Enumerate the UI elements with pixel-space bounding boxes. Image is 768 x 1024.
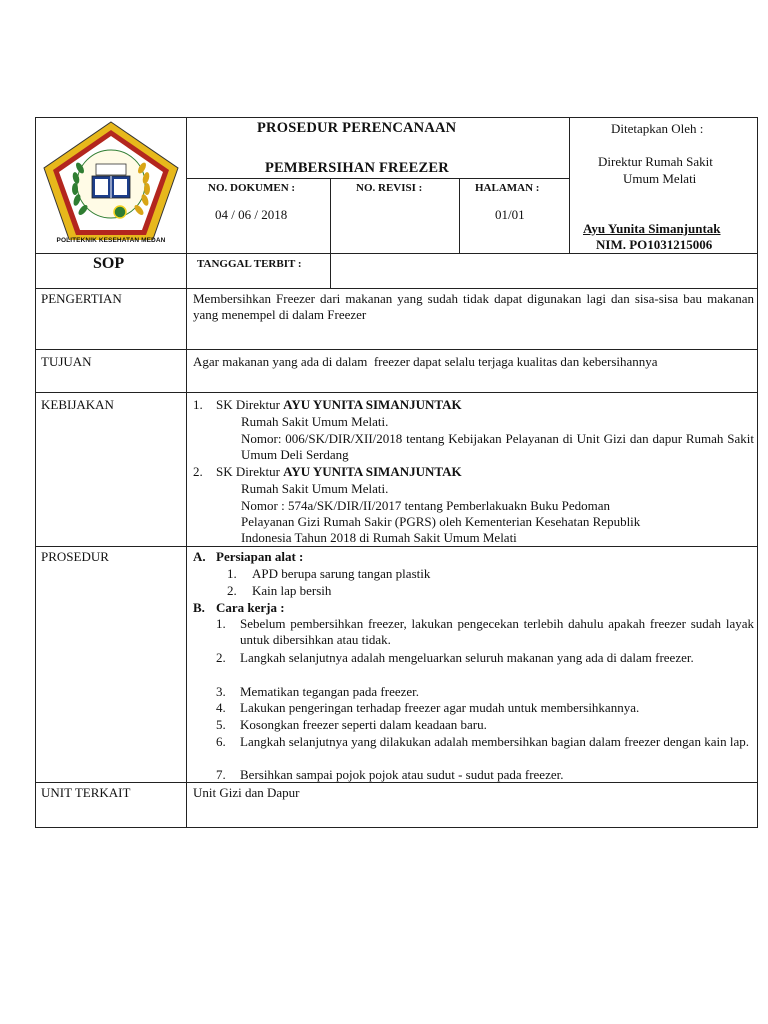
- kebijakan-item-2-title: [216, 464, 462, 480]
- table-line-approval-col: [569, 117, 570, 254]
- table-border-left: [35, 117, 36, 828]
- table-line-prosedur: [35, 546, 758, 547]
- kebijakan-item-2-prefix: SK Direktur: [216, 464, 284, 479]
- table-line-pengertian: [35, 288, 758, 289]
- prosedur-b-title: Cara kerja :: [216, 600, 285, 615]
- prosedur-b-letter: B.: [193, 600, 205, 615]
- kebijakan-item-2-name: AYU YUNITA SIMANJUNTAK: [283, 464, 462, 479]
- unit-terkait-text: Unit Gizi dan Dapur: [193, 785, 300, 800]
- section-label-pengertian: PENGERTIAN: [41, 291, 122, 306]
- page-value: 01/01: [495, 207, 525, 222]
- table-line-tujuan: [35, 349, 758, 350]
- table-line-header-split: [186, 178, 569, 179]
- kebijakan-item-1-num: 1.: [193, 397, 203, 412]
- table-line-rev-col: [459, 178, 460, 254]
- table-line-sop: [35, 253, 758, 254]
- kebijakan-item-2-line3a: Nomor : 574a/SK/DIR/II/2017 tentang Pemberlakuakn Buku Pedoman: [241, 498, 611, 513]
- issue-date-label: TANGGAL TERBIT :: [197, 258, 302, 270]
- kebijakan-item-1-line3: Nomor: 006/SK/DIR/XII/2018 tentang Kebijakan Pelayanan di Unit Gizi dan dapur Rumah Sakit Umum Deli Serdang: [241, 431, 754, 462]
- sop-label: SOP: [93, 255, 125, 272]
- table-border-right: [757, 117, 758, 828]
- revision-label: NO. REVISI :: [356, 182, 423, 194]
- tujuan-text: Agar makanan yang ada di dalam freezer dapat selalu terjaga kualitas dan kebersihannya: [193, 354, 658, 369]
- prosedur-b-item-4: Lakukan pengeringan terhadap freezer agar mudah untuk membersihkannya.: [240, 700, 640, 715]
- doc-no-value: 04 / 06 / 2018: [215, 207, 288, 222]
- prosedur-a-item-1-num: 1.: [227, 566, 237, 581]
- section-label-prosedur: PROSEDUR: [41, 549, 109, 564]
- kebijakan-item-1-name: AYU YUNITA SIMANJUNTAK: [283, 397, 462, 412]
- page-title-line1: PROSEDUR PERENCANAAN: [257, 120, 457, 136]
- page-title-line2: PEMBERSIHAN FREEZER: [265, 160, 449, 176]
- prosedur-b-item-6: Langkah selanjutnya yang dilakukan adalah membersihkan bagian dalam freezer dengan kain lap.: [240, 734, 749, 749]
- prosedur-b-item-3-num: 3.: [216, 684, 226, 699]
- kebijakan-item-1-title: [216, 397, 462, 413]
- prosedur-b-item-7-num: 7.: [216, 767, 226, 782]
- table-border-bottom: [35, 827, 758, 828]
- signer-nim: NIM. PO1031215006: [596, 237, 713, 252]
- prosedur-a-item-1: APD berupa sarung tangan plastik: [252, 566, 431, 581]
- signer-name: Ayu Yunita Simanjuntak: [583, 221, 721, 236]
- logo-seal-icon: [38, 120, 184, 250]
- kebijakan-item-2-line2: Rumah Sakit Umum Melati.: [241, 481, 389, 496]
- prosedur-b-item-3: Mematikan tegangan pada freezer.: [240, 684, 420, 699]
- prosedur-b-item-5-num: 5.: [216, 717, 226, 732]
- doc-no-label: NO. DOKUMEN :: [208, 182, 296, 194]
- kebijakan-item-1-line2: Rumah Sakit Umum Melati.: [241, 414, 389, 429]
- prosedur-b-item-6-num: 6.: [216, 734, 226, 749]
- prosedur-b-item-7: Bersihkan sampai pojok pojok atau sudut - sudut pada freezer.: [240, 767, 564, 782]
- prosedur-b-item-1: Sebelum pembersihkan freezer, lakukan pengecekan terlebih dahulu apakah freezer sudah layak untuk dibersihkan atau tidak.: [240, 616, 754, 647]
- director-line1: Direktur Rumah Sakit: [598, 154, 713, 169]
- prosedur-a-item-2: Kain lap bersih: [252, 583, 332, 598]
- kebijakan-item-2-num: 2.: [193, 464, 203, 479]
- set-by-label: Ditetapkan Oleh :: [611, 121, 704, 136]
- prosedur-b-item-5: Kosongkan freezer seperti dalam keadaan baru.: [240, 717, 487, 732]
- page-label: HALAMAN :: [475, 182, 540, 194]
- section-label-tujuan: TUJUAN: [41, 354, 92, 369]
- institution-logo: [38, 120, 184, 250]
- prosedur-b-item-4-num: 4.: [216, 700, 226, 715]
- kebijakan-item-1-prefix: SK Direktur: [216, 397, 284, 412]
- pengertian-text: Membersihkan Freezer dari makanan yang sudah tidak dapat digunakan lagi dan sisa-sisa bau makanan yang menempel di dalam Freezer: [193, 291, 754, 322]
- kebijakan-item-2-line3b: Pelayanan Gizi Rumah Sakir (PGRS) oleh Kementerian Kesehatan Republik: [241, 514, 641, 529]
- prosedur-b-item-2-num: 2.: [216, 650, 226, 665]
- table-line-kebijakan: [35, 392, 758, 393]
- table-line-doc-col: [330, 178, 331, 289]
- director-line2: Umum Melati: [623, 171, 697, 186]
- prosedur-a-item-2-num: 2.: [227, 583, 237, 598]
- table-line-label-col: [186, 117, 187, 828]
- prosedur-b-item-2: Langkah selanjutnya adalah mengeluarkan seluruh makanan yang ada di dalam freezer.: [240, 650, 694, 665]
- table-border-top: [35, 117, 758, 118]
- prosedur-a-letter: A.: [193, 549, 206, 564]
- kebijakan-item-2-line3c: Indonesia Tahun 2018 di Rumah Sakit Umum Melati: [241, 530, 517, 545]
- prosedur-b-item-1-num: 1.: [216, 616, 226, 631]
- logo-caption: POLITEKNIK KESEHATAN MEDAN: [56, 237, 166, 244]
- section-label-kebijakan: KEBIJAKAN: [41, 397, 114, 412]
- section-label-unit-terkait: UNIT TERKAIT: [41, 785, 131, 800]
- prosedur-a-title: Persiapan alat :: [216, 549, 304, 564]
